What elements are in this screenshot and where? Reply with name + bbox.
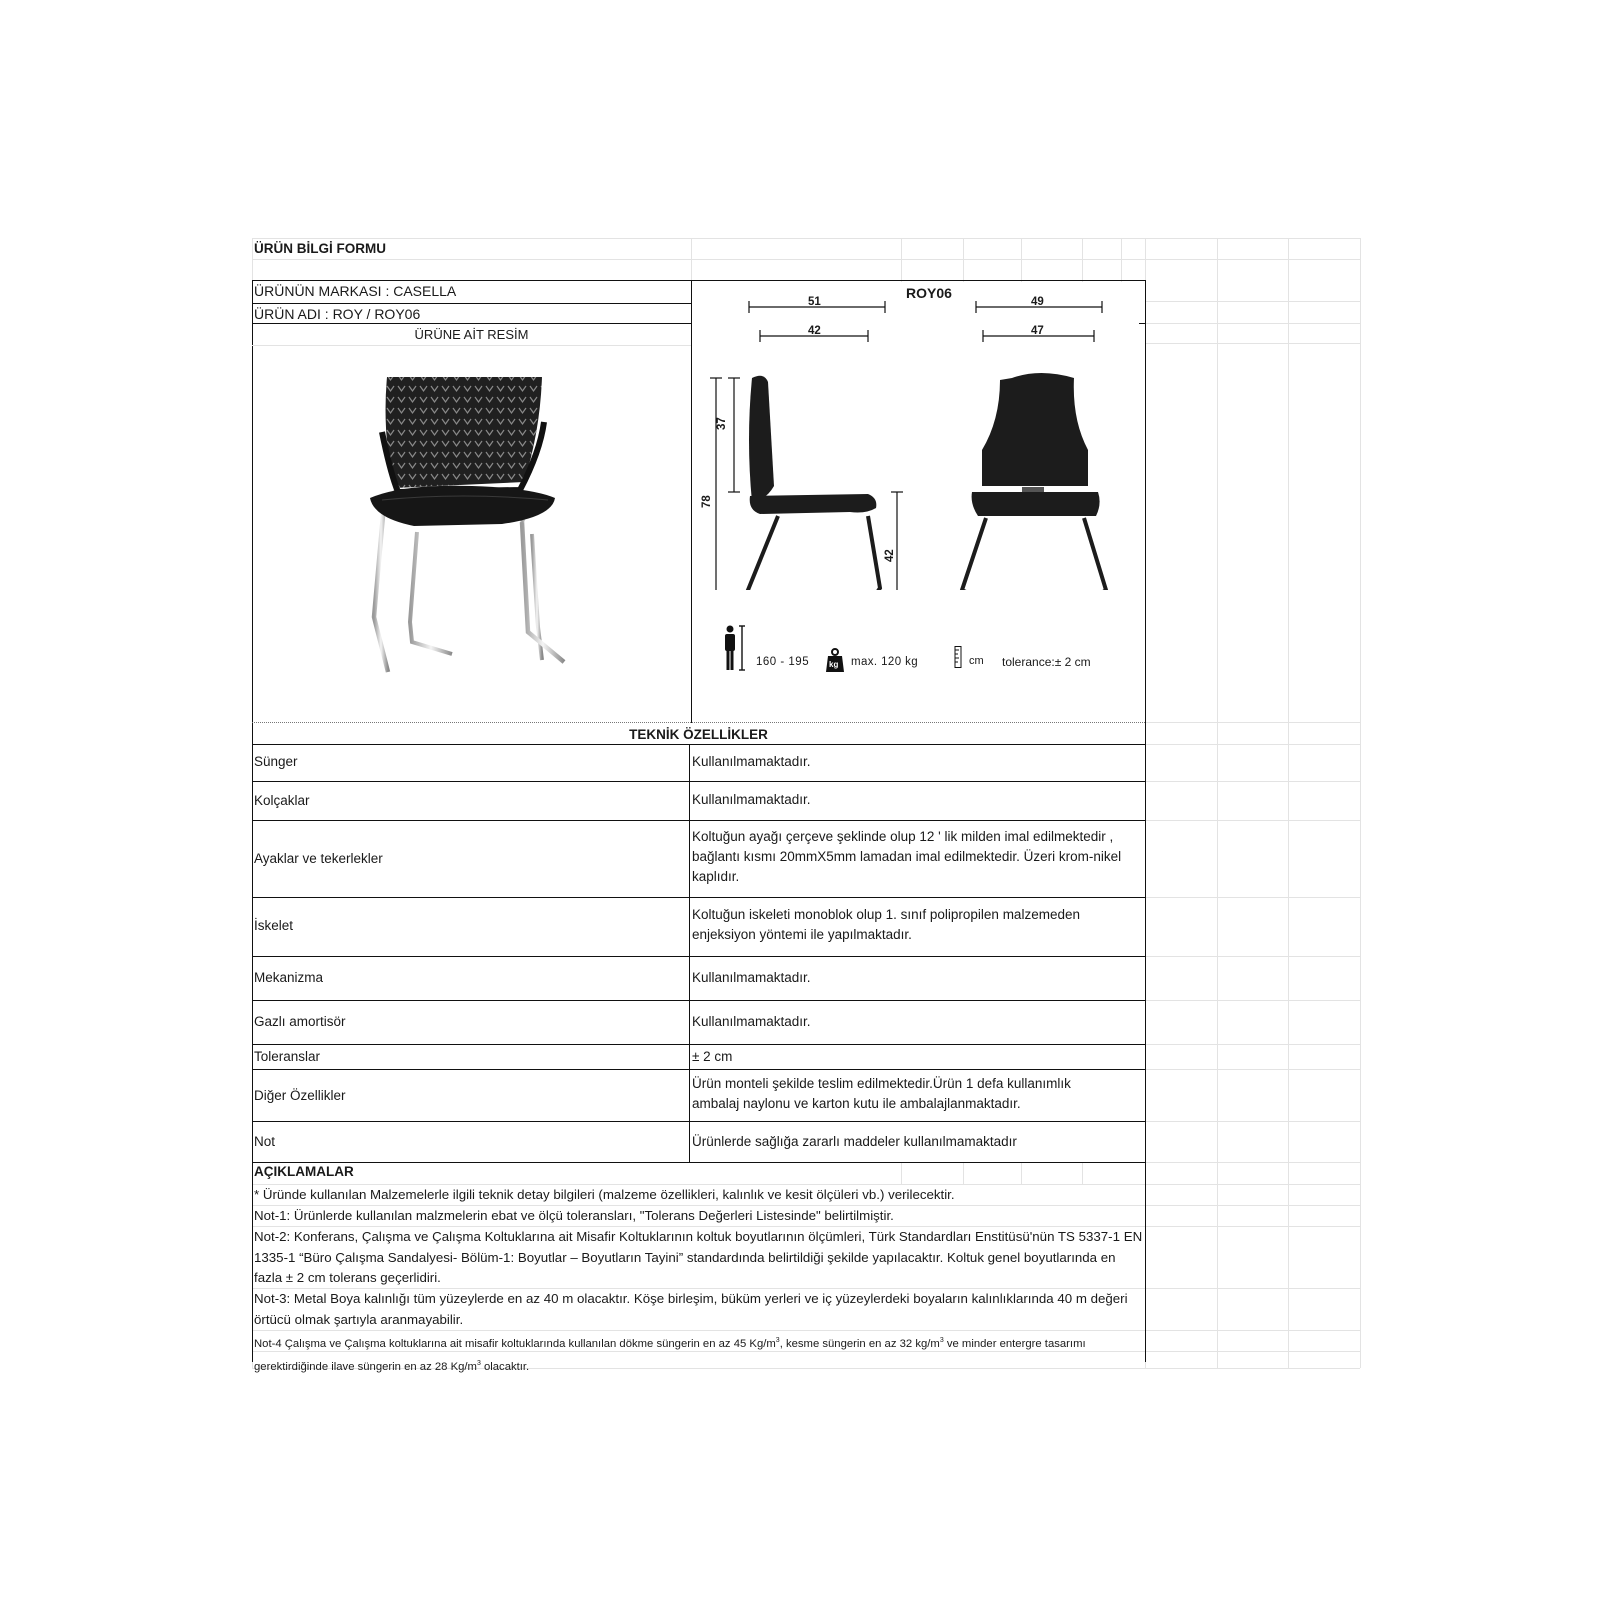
spec-label-gazli-amortisor: Gazlı amortisör (254, 1014, 346, 1029)
product-name-line: ÜRÜN ADI : ROY / ROY06 (254, 306, 421, 322)
dim-back-height: 37 (716, 417, 728, 430)
spec-label-toleranslar: Toleranslar (254, 1049, 321, 1064)
spec-value-sunger: Kullanılmamaktadır. (692, 754, 811, 769)
table-right-border (1145, 280, 1146, 1362)
max-weight: max. 120 kg (851, 656, 919, 668)
drawing-model-label: ROY06 (906, 285, 952, 301)
dim-seat-height: 42 (884, 549, 896, 562)
spec-label-kolcaklar: Kolçaklar (254, 793, 310, 808)
note-1: Not-1: Ürünlerde kullanılan malzmelerin ebat ve ölçü toleransları, "Tolerans Değerleri Listesinde" belirtilmiştir. (254, 1208, 894, 1223)
spec-value-not: Ürünlerde sağlığa zararlı maddeler kullanılmamaktadır (692, 1134, 1017, 1149)
person-height-icon (722, 625, 752, 671)
spec-label-diger: Diğer Özellikler (254, 1088, 346, 1103)
form-title: ÜRÜN BİLGİ FORMU (254, 241, 386, 256)
spec-label-sunger: Sünger (254, 754, 298, 769)
spec-value-gazli-amortisor: Kullanılmamaktadır. (692, 1014, 811, 1029)
spec-label-mekanizma: Mekanizma (254, 970, 324, 985)
chair-photo (352, 372, 592, 682)
dim-side-width-inner: 42 (808, 325, 821, 337)
spec-label-ayaklar: Ayaklar ve tekerlekler (254, 851, 383, 866)
dimension-drawing (700, 290, 1145, 590)
note-star: * Üründe kullanılan Malzemelerle ilgili teknik detay bilgileri (malzeme özellikleri, kalınlık ve kesit ölçüleri vb.) verilecektir. (254, 1187, 955, 1202)
note-2: Not-2: Konferans, Çalışma ve Çalışma Koltuklarına ait Misafir Koltuklarının koltuk boyutlarının ölçümleri, Türk Standardları Enstitüsü'nün TS 5337-1 EN 1335-1 “Büro Çalışma Sandalyesi- Bölüm-1: Boyutlar – Boyutların Tayini” standardında belirtildiği şekilde yapılacaktır. Koltuk genel boyutlarında en fazla ± 2 cm tolerans geçerlidiri. (254, 1229, 1143, 1285)
unit-label: cm (969, 655, 984, 667)
table-left-border (252, 280, 253, 1362)
spec-value-diger: Ürün monteli şekilde teslim edilmektedir.Ürün 1 defa kullanımlık ambalaj naylonu ve karton kutu ile ambalajlanmaktadır. (692, 1076, 1071, 1111)
note-3: Not-3: Metal Boya kalınlığı tüm yüzeylerde en az 40 m olacaktır. Köşe birleşim, büküm yerleri ve iç yüzeylerdeki boyaların kalınlıklarında 40 m değeri örtücü olmak şartıyla aranmayabilir. (254, 1291, 1128, 1327)
brand-line: ÜRÜNÜN MARKASI : CASELLA (254, 283, 457, 299)
upper-divider (691, 280, 692, 723)
image-caption: ÜRÜNE AİT RESİM (414, 327, 529, 342)
weight-icon-text: kg (829, 660, 839, 669)
spec-label-iskelet: İskelet (254, 918, 294, 933)
spec-label-not: Not (254, 1134, 276, 1149)
spec-value-mekanizma: Kullanılmamaktadır. (692, 970, 811, 985)
note-4: Not-4 Çalışma ve Çalışma koltuklarına ait misafir koltuklarında kullanılan dökme süngerin en az 45 $Kg/m^3$, kesme süngerin en az 32 $kg/m^3$ ve minder entergre tasarımı gerektirdiğinde ilave süngerin en az 28 $Kg/m^3$ olacaktır. (254, 1337, 1086, 1373)
spec-value-toleranslar: ± 2 cm (692, 1049, 733, 1064)
tech-header: TEKNİK ÖZELLİKLER (629, 727, 768, 742)
dim-front-width-outer: 49 (1031, 296, 1044, 308)
ruler-icon (954, 646, 964, 668)
spec-value-kolcaklar: Kullanılmamaktadır. (692, 792, 811, 807)
person-range: 160 - 195 (756, 656, 810, 668)
dim-front-width-inner: 47 (1031, 325, 1044, 337)
dim-side-width-outer: 51 (808, 296, 821, 308)
spec-divider (689, 744, 690, 1162)
dim-total-height: 78 (701, 495, 713, 508)
tolerance-label: tolerance:± 2 cm (1002, 655, 1091, 669)
spec-value-iskelet: Koltuğun iskeleti monoblok olup 1. sınıf polipropilen malzemeden enjeksiyon yöntemi ile yapılmaktadır. (692, 907, 1080, 942)
spec-value-ayaklar: Koltuğun ayağı çerçeve şeklinde olup 12 ' lik milden imal edilmektedir , bağlantı kısmı 20mmX5mm lamadan imal edilmektedir. Üzeri krom-nikel kaplıdır. (692, 829, 1122, 884)
notes-title: AÇIKLAMALAR (254, 1164, 354, 1179)
table-top-border (252, 280, 1145, 281)
